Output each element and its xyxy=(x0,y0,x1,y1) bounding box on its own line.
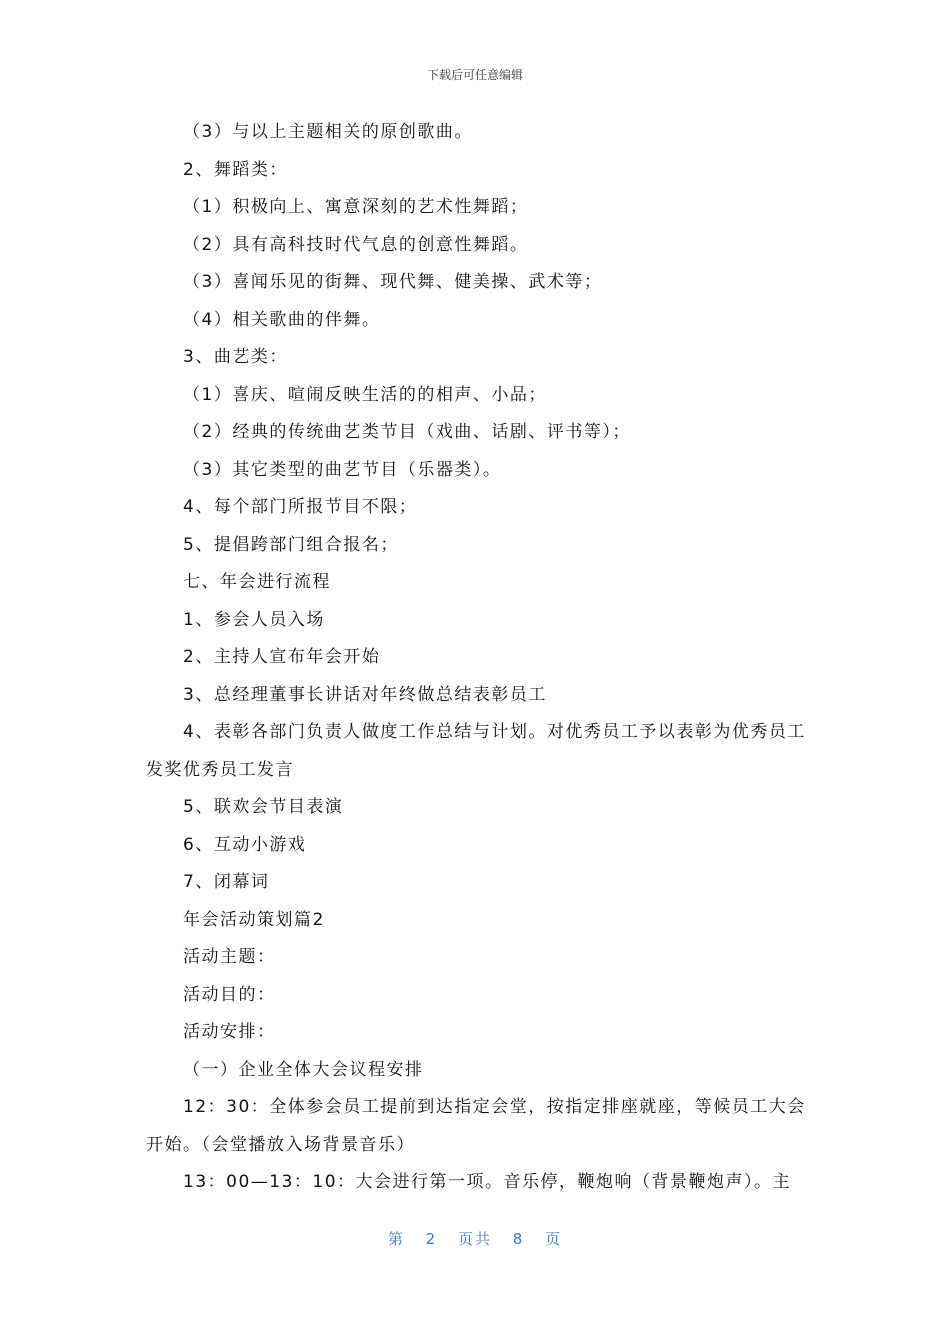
paragraph: （4）相关歌曲的伴舞。 xyxy=(183,309,381,330)
paragraph: 2、舞蹈类： xyxy=(183,159,288,180)
section-heading: 七、年会进行流程 xyxy=(183,572,331,592)
paragraph: （1）积极向上、寓意深刻的艺术性舞蹈； xyxy=(183,197,529,217)
paragraph: （2）具有高科技时代气息的创意性舞蹈。 xyxy=(183,234,529,255)
paragraph: 6、互动小游戏 xyxy=(183,834,307,855)
paragraph: （3）与以上主题相关的原创歌曲。 xyxy=(183,122,473,142)
paragraph: 5、联欢会节目表演 xyxy=(183,797,344,817)
paragraph: （3）其它类型的曲艺节目（乐器类）。 xyxy=(183,459,502,480)
paragraph: 13：00—13：10：大会进行第一项。音乐停，鞭炮响（背景鞭炮声）。主 xyxy=(183,1172,792,1192)
paragraph: 4、表彰各部门负责人做度工作总结与计划。对优秀员工予以表彰为优秀员工发奖优秀员工发言 xyxy=(146,722,806,780)
paragraph: 3、总经理董事长讲话对年终做总结表彰员工 xyxy=(183,684,547,705)
paragraph: 3、曲艺类： xyxy=(183,347,288,367)
paragraph: 2、主持人宣布年会开始 xyxy=(183,647,381,667)
paragraph: （1）喜庆、喧闹反映生活的的相声、小品； xyxy=(183,384,547,405)
paragraph: （2）经典的传统曲艺类节目（戏曲、话剧、评书等）； xyxy=(183,422,631,442)
paragraph: 1、参会人员入场 xyxy=(183,609,325,630)
document-body xyxy=(146,114,810,1202)
paragraph: （3）喜闻乐见的街舞、现代舞、健美操、武术等； xyxy=(183,272,603,292)
paragraph: 7、闭幕词 xyxy=(183,872,270,892)
paragraph: 12：30：全体参会员工提前到达指定会堂，按指定排座就座，等候员工大会开始。（会堂播放入场背景音乐） xyxy=(146,1097,806,1155)
paragraph: 活动安排： xyxy=(183,1022,276,1042)
paragraph: （一）企业全体大会议程安排 xyxy=(183,1059,424,1080)
paragraph: 活动主题： xyxy=(183,947,276,967)
paragraph: 活动目的： xyxy=(183,984,276,1005)
page-header: 下载后可任意编辑 xyxy=(426,68,523,82)
section-heading: 年会活动策划篇2 xyxy=(183,909,325,930)
paragraph: 5、提倡跨部门组合报名； xyxy=(183,534,399,555)
paragraph: 4、每个部门所报节目不限； xyxy=(183,497,418,517)
page-footer: 第 2 页共 8 页 xyxy=(387,1230,563,1248)
